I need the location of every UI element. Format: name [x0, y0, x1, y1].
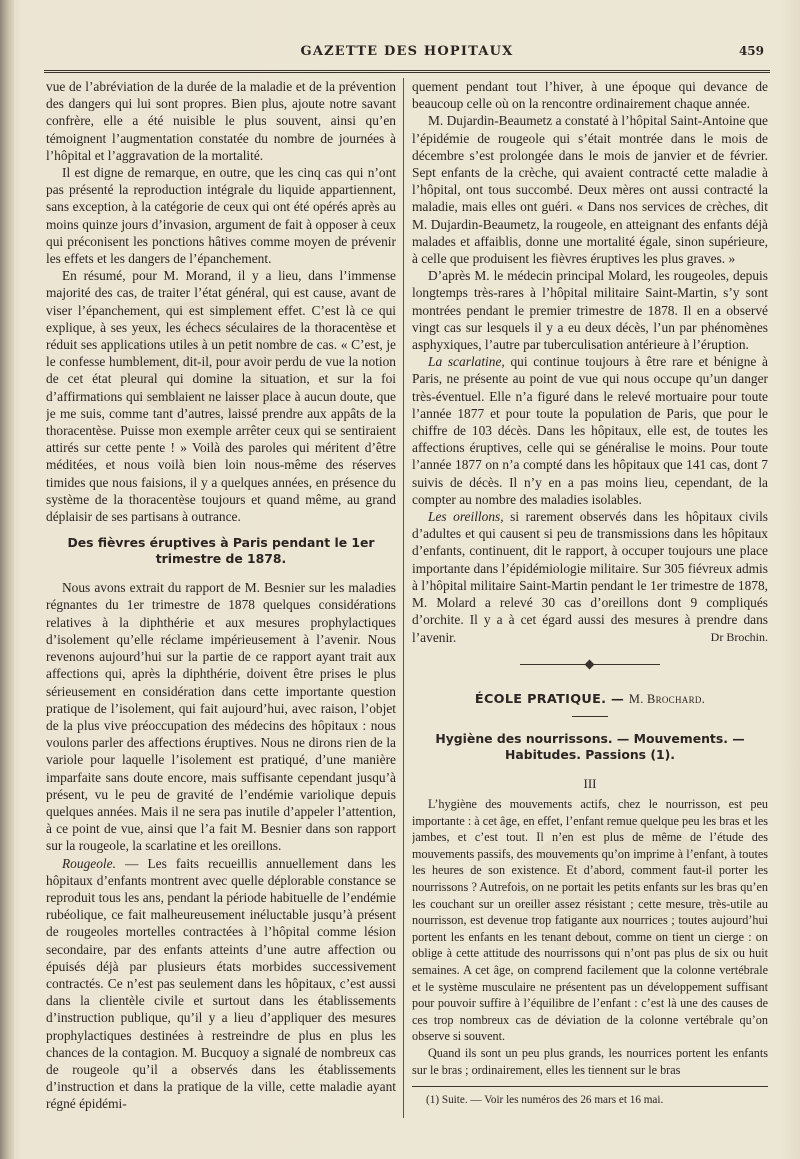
paragraph-scarlatine: [412, 353, 768, 508]
column-divider: [403, 78, 404, 1118]
section-separator: [520, 664, 660, 665]
left-column: [46, 78, 396, 1144]
paragraph-lead: Rougeole.: [62, 855, 116, 871]
short-rule: [572, 716, 608, 717]
paragraph-lead: La scarlatine,: [428, 354, 505, 370]
article-part-number: III: [583, 775, 597, 791]
page-binding-edge: [0, 0, 14, 1159]
paragraph-lead: Les oreillons,: [428, 509, 504, 525]
paragraph-body: qui continue toujours à être rare et bénigne à Paris, ne présente au point de vue qui nous occupe qu’un danger très-éventuel. Elle n’a figuré dans le relevé mortuaire pour toute l’année 1877 et pour toute la population de Paris, que pour le chiffre de 103 décès. Dans les hôpitaux, elle est, de toutes les affections éruptives, celle qui se généralise le moins. Pour toute l’année 1877 on n’a compté dans les hôpitaux que 141 cas, dont 7 suivis de décès. Il n’y en a pas moins lieu, cependant, de la compter au nombre des maladies isolables.: [412, 354, 768, 507]
footnote: (1) Suite. — Voir les numéros des 26 mars et 16 mai.: [426, 1094, 664, 1107]
paragraph-body: si rarement observés dans les hôpitaux civils d’adultes et qui causent si peu de transmissions dans les hôpitaux d’enfants, continuent, dit le rapport, à occuper toujours une place importante dans l’épidémiologie militaire. Sur 305 fiévreux admis à l’hôpital militaire Saint-Martin pendant le 1er trimestre de 1878, M. Molard a relevé 30 cas d’oreillons dont 9 compliqués d’orchite. Il y a à cet égard aussi des mesures à prendre dans l’avenir.: [412, 509, 768, 645]
paragraph: D’après M. le médecin principal Molard, les rougeoles, depuis longtemps très-rares à l’hôpital militaire Saint-Martin, s’y sont montrées pendant le premier trimestre de 1878. Il en a observé vingt cas sur lesquels il y a eu deux décès, l’un par phénomènes asphyxiques, l’autre par tuberculisation antérieure à l’éruption.: [412, 268, 768, 353]
paragraph: Nous avons extrait du rapport de M. Besnier sur les maladies régnantes du 1er trimestre de 1878 quelques considérations relatives à la diphthérie et aux mesures prophylactiques d’isolement qu’elle réclame impérieusement à l’avenir. Nous revenons aujourd’hui sur la partie de ce rapport ayant trait aux affections qui, après la diphthérie, doivent être prises le plus sérieusement en considération dans cette importante question pratique de l’isolement, qui fait aujourd’hui, avec raison, l’objet de la plus vive préoccupation des médecins des hôpitaux : nous voulons parler des affections éruptives. Nous ne dirons rien de la variole pour laquelle l’isolement est pratiqué, d’une manière imparfaite sans doute encore, mais suffisante cependant jusqu’à présent, vu le peu de gravité de l’endémie variolique depuis quelques années. Mais il ne sera pas inutile d’appeler l’attention, à ce point de vue, ainsi que l’a fait M. Besnier dans son rapport sur la rougeole, la scarlatine et les oreillons.: [46, 580, 396, 854]
paragraph-rougeole: [46, 855, 396, 1113]
section-header-title: ÉCOLE PRATIQUE. —: [474, 691, 625, 707]
paragraph: Quand ils sont un peu plus grands, les nourrices portent les enfants sur le bras ; ordinairement, elles les tiennent sur le bras: [412, 1046, 768, 1077]
paragraph: M. Dujardin-Beaumetz a constaté à l’hôpital Saint-Antoine que l’épidémie de rougeole qui s’était montrée dans le mois de décembre s’est prolongée dans le mois de janvier et de février. Sept enfants de la crèche, qui avaient contracté cette maladie à l’hôpital, ont tous succombé. Deux mères ont aussi contracté la maladie, mais elles ont guéri. « Dans nos services de crèches, dit M. Dujardin-Beaumetz, la rougeole, en atteignant des enfants déjà malades et affaiblis, donne une mortalité égale, sinon supérieure, à celle que produisent les fièvres éruptives les plus graves. »: [412, 113, 768, 267]
article-title: Hygiène des nourrissons. — Mouvements. — Habitudes. Passions (1).: [435, 730, 745, 762]
paragraph: L’hygiène des mouvements actifs, chez le nourrisson, est peu importante : à cet âge, en effet, l’enfant remue quelque peu les bras et les jambes, et c’est tout. Il n’en est plus de même de l’étude des mouvements passifs, des mouvements qu’on imprime à l’enfant, à toutes les heures de son existence. Et d’abord, comment faut-il porter les nourrissons ? Autrefois, on ne portait les petits enfants sur les bras qu’en les couchant sur un oreiller assez résistant ; cette mesure, très-utile au nourrisson, est devenue trop fatigante aux nourrices ; toutes aujourd’hui portent les enfants en les tenant debout, comme on tient un cierge : on oblige à cette attitude des nourrissons qui n’ont pas plus de six ou huit semaines. A cet âge, on comprend facilement que la colonne vertébrale et le système musculaire ne présentent pas un développement suffisant pour pouvoir suffire à l’équilibre de l’enfant : c’est là une des causes de ces trop nombreux cas de déviation de la colonne vertébrale qu’on observe si souvent.: [412, 797, 768, 1044]
section-header-author: M. Brochard.: [628, 691, 706, 706]
paragraph: vue de l’abréviation de la durée de la maladie et de la prévention des dangers qui lui sont propres. Bien plus, ajoute notre savant confrère, elle a été nuisible le plus souvent, ainsi qu’en témoignent l’augmentation constatée du nombre de journées à l’hôpital et l’aggravation de la mortalité.: [46, 79, 396, 163]
page-number: 459: [738, 44, 764, 58]
section-heading: Des fièvres éruptives à Paris pendant le 1er trimestre de 1878.: [67, 535, 375, 567]
paragraph: En résumé, pour M. Morand, il y a lieu, dans l’immense majorité des cas, de traiter l’état général, qui est cause, avant de viser l’épanchement, qui est simplement effet. C’est là ce qui explique, à ses yeux, les échecs séculaires de la thoracentèse et réduit ses applications utiles à un petit nombre de cas. « C’est, je le confesse humblement, dit-il, pour avoir perdu de vue la notion de cet état pleural qui domine la situation, et sur la foi d’affirmations qui semblaient ne laisser place à aucun doute, que je me suis, comme tant d’autres, laissé prendre aux appâts de la thoracentèse. Puisse mon exemple arrêter ceux qui se sentiraient attirés sur cette pente ! » Voilà des paroles qui méritent d’être méditées, et nous voilà bien loin nous-même des réserves timides que nous faisions, il y a quelques années, en présence du système de la thoracentèse toujours et quand même, au grand déplaisir de ses partisans à outrance.: [46, 268, 396, 525]
page-header: [44, 36, 770, 73]
paragraph-body: — Les faits recueillis annuellement dans les hôpitaux d’enfants montrent avec quelle déplorable constance se reproduit tous les ans, pendant la période habituelle de l’endémie rubéolique, ce fait malheureusement inéluctable jusqu’à présent de rougeoles mortelles contractées à l’hôpital comme lésion secondaire, par des enfants atteints d’une autre affection ou épuisés déjà par plusieurs états morbides successivement contractés. Ce n’est pas seulement dans les hôpitaux, c’est aussi dans la clientèle civile et surtout dans les établissements d’instruction publique, qu’il y a lieu d’appliquer des mesures prophylactiques destinées à restreindre de plus en plus les chances de la contagion. M. Bucquoy a signalé de nombreux cas de rougeole qu’il a observés dans les établissements d’instruction et dans la pratique de la ville, cette maladie ayant régné épidémi-: [46, 855, 396, 1112]
section-header: [412, 691, 768, 708]
journal-title: GAZETTE DES HOPITAUX: [300, 44, 514, 59]
footnote-rule: [412, 1086, 768, 1087]
right-column: [412, 78, 768, 1144]
paragraph: quement pendant tout l’hiver, à une époque qui devance de beaucoup celle où on la rencontre ordinairement chaque année.: [412, 79, 768, 112]
paragraph: Il est digne de remarque, en outre, que les cinq cas qui n’ont pas présenté la reproduction intégrale du liquide appartiennent, sans exception, à la catégorie de ceux qui ont été opérés après au moins quinze jours d’invasion, argument de fait à opposer à ceux qui préconisent les ponctions hâtives comme moyen de prévenir les effets et les dangers de l’épanchement.: [46, 165, 396, 267]
author-signature: Dr Brochin.: [710, 629, 768, 644]
paragraph-oreillons: [412, 508, 768, 646]
